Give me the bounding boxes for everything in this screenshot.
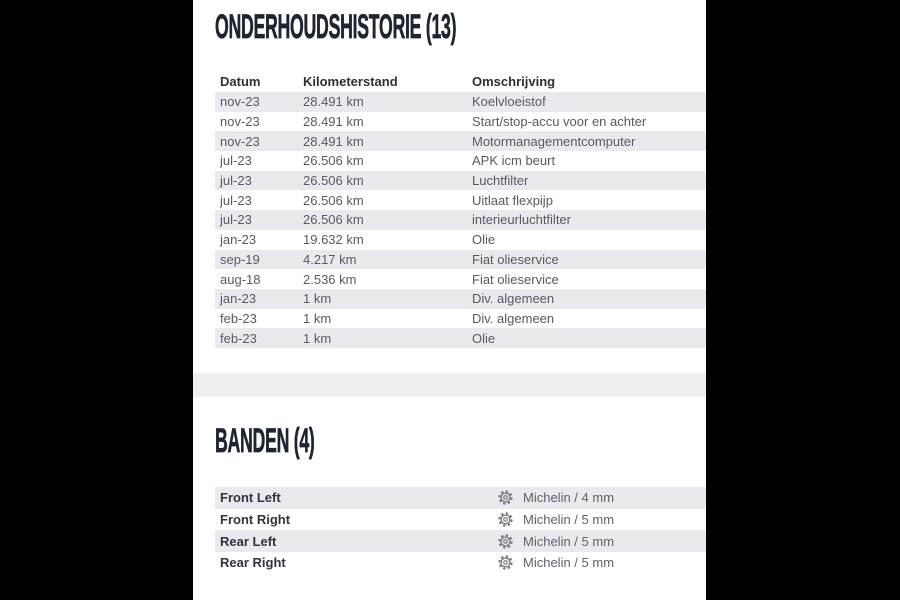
maintenance-date: jul-23 [220, 153, 252, 169]
maintenance-date: feb-23 [220, 310, 257, 326]
maintenance-description: Koelvloeistof [472, 94, 546, 110]
tyre-position-label: Rear Left [220, 533, 277, 549]
tyre-row [215, 530, 706, 552]
maintenance-date: jul-23 [220, 192, 252, 208]
maintenance-kilometers: 1 km [303, 310, 332, 326]
section-separator [193, 373, 706, 397]
table-row [215, 210, 706, 230]
gear-icon [496, 533, 514, 550]
table-row [215, 328, 706, 348]
maintenance-kilometers: 1 km [303, 330, 332, 346]
gear-icon [496, 511, 514, 528]
tyre-value: Michelin / 4 mm [523, 490, 615, 506]
maintenance-date: sep-19 [220, 251, 260, 267]
table-row [215, 92, 706, 112]
table-row [215, 230, 706, 250]
maintenance-kilometers: 26.506 km [303, 173, 364, 189]
maintenance-date: jul-23 [220, 212, 252, 228]
tyre-row [215, 552, 706, 574]
maintenance-date: jan-23 [220, 232, 257, 248]
maintenance-description: Fiat olieservice [472, 271, 559, 287]
maintenance-date: jul-23 [220, 173, 252, 189]
gear-icon [496, 554, 514, 571]
maintenance-description: Div. algemeen [472, 310, 555, 326]
maintenance-kilometers: 26.506 km [303, 212, 364, 228]
maintenance-description: Motormanagementcomputer [472, 133, 636, 149]
maintenance-kilometers: 4.217 km [303, 251, 357, 267]
table-row [215, 112, 706, 132]
maintenance-date: feb-23 [220, 330, 257, 346]
maintenance-kilometers: 19.632 km [303, 232, 364, 248]
maintenance-description: Olie [472, 232, 496, 248]
maintenance-date: nov-23 [220, 133, 260, 149]
tyres-section-title: BANDEN (4) [215, 422, 315, 460]
table-row [215, 151, 706, 171]
maintenance-description: interieurluchtfilter [472, 212, 571, 228]
maintenance-kilometers: 26.506 km [303, 192, 364, 208]
table-row [215, 269, 706, 289]
gear-icon [496, 489, 514, 506]
maintenance-date: jan-23 [220, 291, 257, 307]
maintenance-table [215, 70, 706, 348]
maintenance-description: APK icm beurt [472, 153, 556, 169]
maintenance-description: Olie [472, 330, 496, 346]
maintenance-kilometers: 2.536 km [303, 271, 357, 287]
tyre-row [215, 487, 706, 509]
maintenance-date: nov-23 [220, 114, 260, 130]
tyre-value: Michelin / 5 mm [523, 512, 615, 528]
maintenance-description: Div. algemeen [472, 291, 555, 307]
tyre-position-label: Rear Right [220, 555, 286, 571]
maintenance-date: nov-23 [220, 94, 260, 110]
table-row [215, 250, 706, 270]
maintenance-table-header [215, 70, 706, 92]
column-header-omschrijving: Omschrijving [472, 73, 556, 89]
table-row [215, 190, 706, 210]
table-row [215, 289, 706, 309]
content-panel [193, 0, 706, 600]
tyre-position-label: Front Right [220, 512, 291, 528]
maintenance-kilometers: 28.491 km [303, 114, 364, 130]
maintenance-section-title: ONDERHOUDSHISTORIE (13) [215, 8, 457, 46]
maintenance-description: Start/stop-accu voor en achter [472, 114, 647, 130]
column-header-kilometerstand: Kilometerstand [303, 73, 398, 89]
tyre-position-label: Front Left [220, 490, 281, 506]
maintenance-kilometers: 26.506 km [303, 153, 364, 169]
maintenance-kilometers: 28.491 km [303, 94, 364, 110]
maintenance-description: Luchtfilter [472, 173, 529, 189]
tyres-table [215, 487, 706, 574]
tyre-value: Michelin / 5 mm [523, 533, 615, 549]
table-row [215, 309, 706, 329]
tyre-value: Michelin / 5 mm [523, 555, 615, 571]
maintenance-date: aug-18 [220, 271, 261, 287]
table-row [215, 131, 706, 151]
column-header-datum: Datum [220, 73, 261, 89]
maintenance-kilometers: 28.491 km [303, 133, 364, 149]
maintenance-description: Uitlaat flexpijp [472, 192, 553, 208]
tyre-row [215, 509, 706, 531]
maintenance-table-body [215, 92, 706, 348]
maintenance-description: Fiat olieservice [472, 251, 559, 267]
table-row [215, 171, 706, 191]
maintenance-kilometers: 1 km [303, 291, 332, 307]
